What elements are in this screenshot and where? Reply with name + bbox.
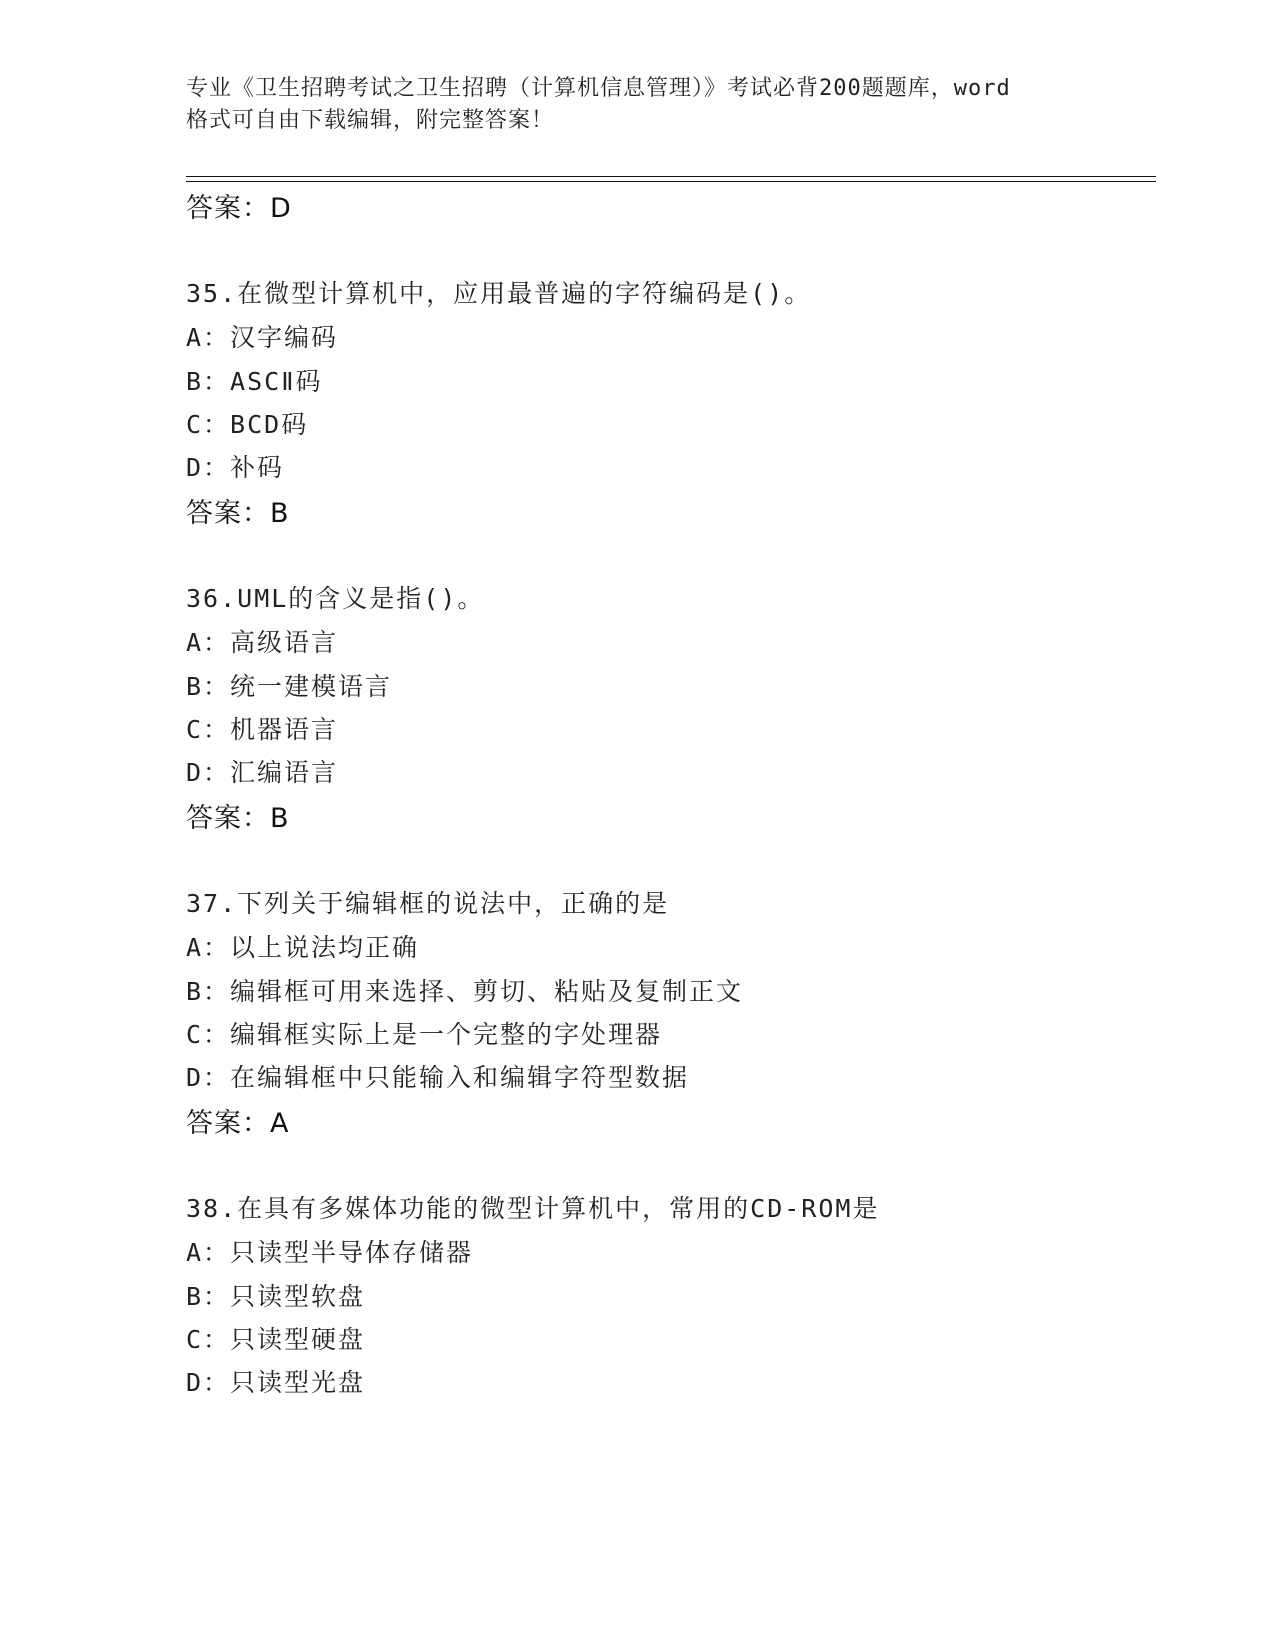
question-38-option-b: B：只读型软盘: [186, 1282, 366, 1311]
question-37-stem: 37.下列关于编辑框的说法中，正确的是: [186, 889, 670, 918]
question-36-option-a: A：高级语言: [186, 628, 339, 657]
question-37-option-b: B：编辑框可用来选择、剪切、粘贴及复制正文: [186, 977, 744, 1006]
question-35-option-d: D：补码: [186, 453, 285, 482]
answer-37: 答案：A: [186, 1108, 290, 1139]
header-line-1: 专业《卫生招聘考试之卫生招聘（计算机信息管理）》考试必背200题题库，word: [186, 76, 1011, 101]
question-38-stem: 38.在具有多媒体功能的微型计算机中，常用的CD-ROM是: [186, 1194, 880, 1223]
question-35-option-a: A：汉字编码: [186, 323, 339, 352]
question-37-option-c: C：编辑框实际上是一个完整的字处理器: [186, 1020, 663, 1049]
question-36-option-d: D：汇编语言: [186, 758, 339, 787]
answer-36: 答案：B: [186, 803, 290, 834]
header-rule-top: [186, 176, 1156, 177]
question-35-option-c: C：BCD码: [186, 410, 309, 439]
question-38-option-c: C：只读型硬盘: [186, 1325, 366, 1354]
question-35-option-b: B：ASCⅡ码: [186, 367, 323, 396]
header-line-2: 格式可自由下载编辑，附完整答案！: [186, 108, 555, 133]
question-37-option-a: A：以上说法均正确: [186, 933, 420, 962]
question-38-option-d: D：只读型光盘: [186, 1368, 366, 1397]
question-36-option-c: C：机器语言: [186, 715, 339, 744]
answer-35: 答案：B: [186, 498, 290, 529]
document-header: [186, 73, 1086, 137]
question-36-option-b: B：统一建模语言: [186, 672, 393, 701]
question-36-stem: 36.UML的含义是指()。: [186, 584, 485, 613]
header-rule-bottom: [186, 181, 1156, 182]
question-35-stem: 35.在微型计算机中，应用最普遍的字符编码是()。: [186, 279, 812, 308]
answer-34: 答案：D: [186, 193, 292, 224]
question-37-option-d: D：在编辑框中只能输入和编辑字符型数据: [186, 1063, 690, 1092]
question-38-option-a: A：只读型半导体存储器: [186, 1238, 474, 1267]
